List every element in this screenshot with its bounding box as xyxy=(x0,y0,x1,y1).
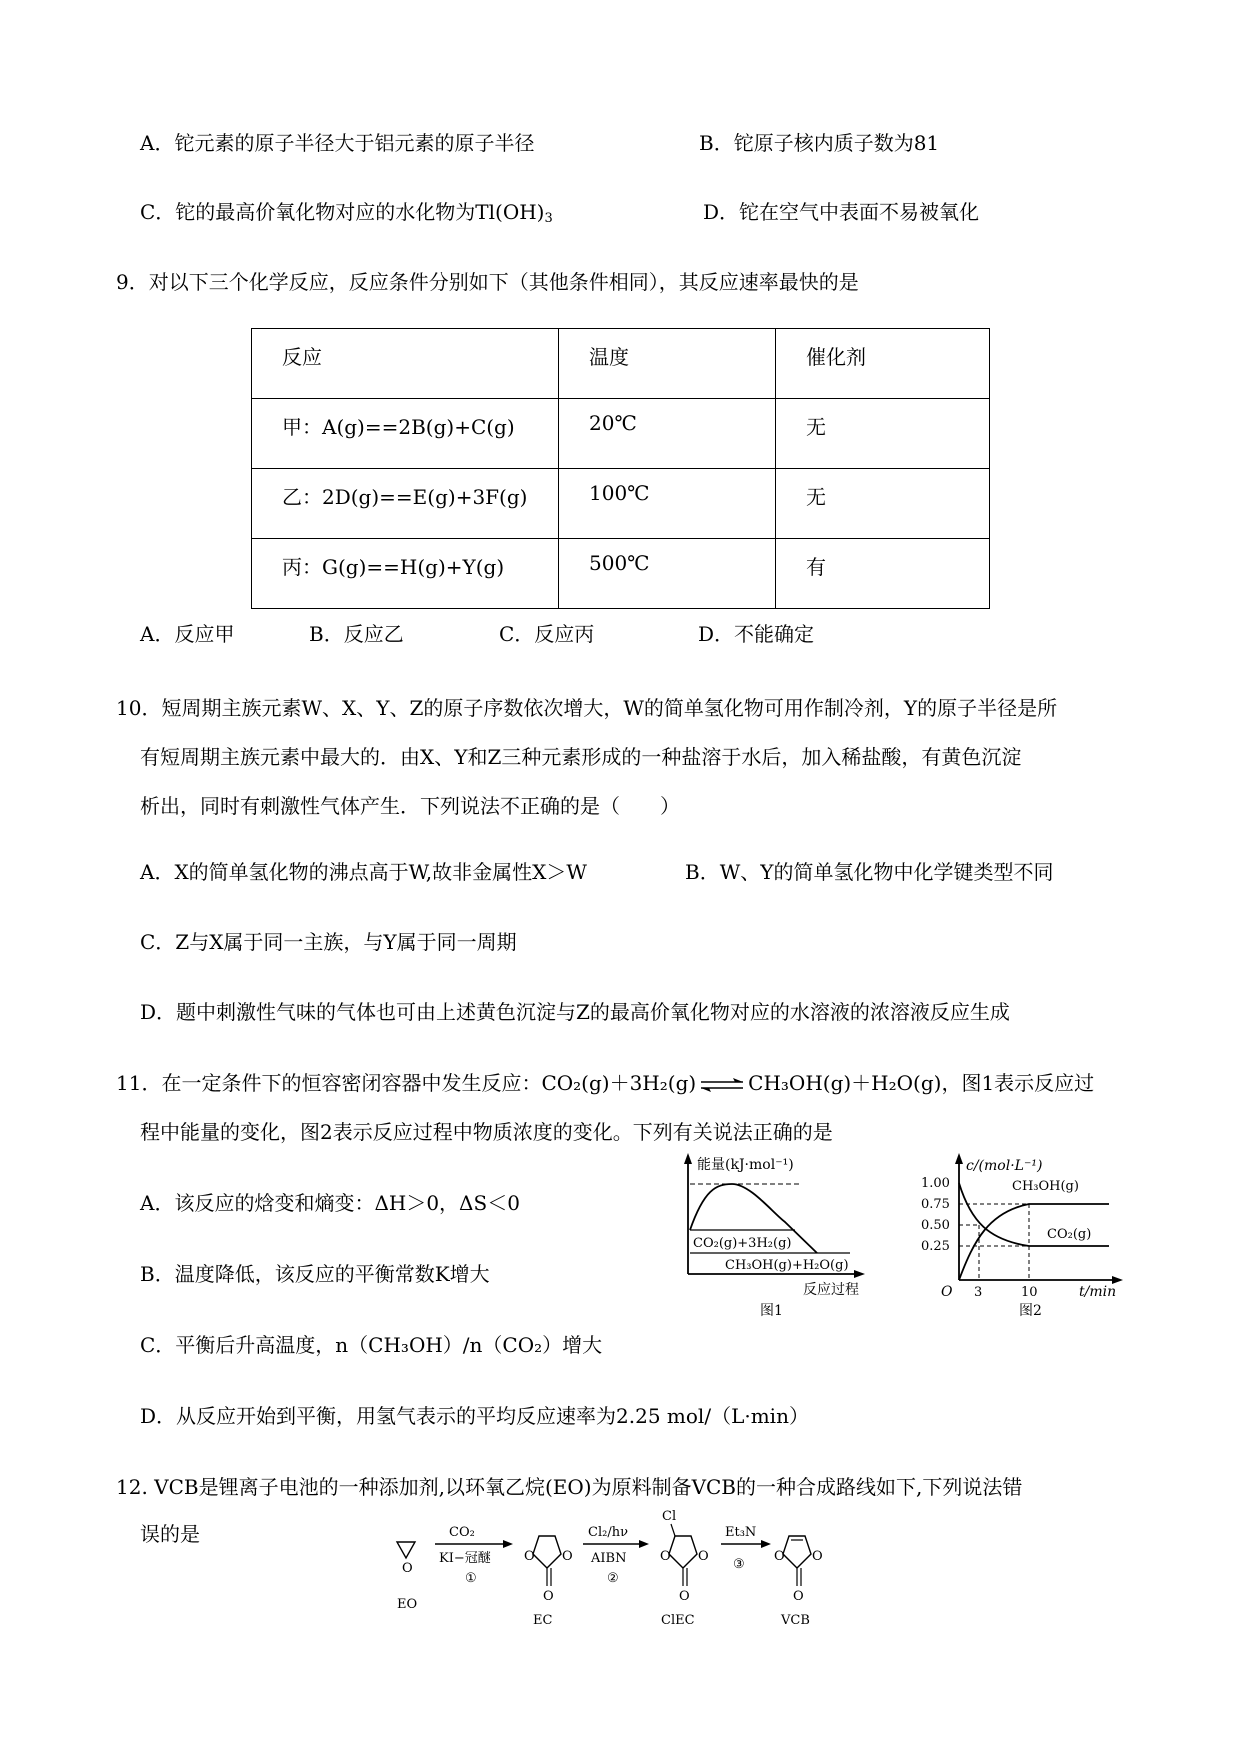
svg-text:O: O xyxy=(660,1549,671,1564)
q11-stem-line1 xyxy=(116,1071,1094,1095)
q8-option-c-text: C．铊的最高价氧化物对应的水化物为Tl(OH) xyxy=(140,200,545,224)
table-header-cell: 催化剂 xyxy=(776,329,990,399)
svg-text:Cl: Cl xyxy=(662,1509,677,1524)
table-cell: 500℃ xyxy=(559,539,776,609)
svg-text:O: O xyxy=(812,1549,823,1564)
table-cell: 乙：2D(g)==E(g)+3F(g) xyxy=(252,469,559,539)
q11-option-a: A．该反应的焓变和熵变：ΔH＞0，ΔS＜0 xyxy=(140,1191,520,1215)
q11-option-b: B．温度降低，该反应的平衡常数K增大 xyxy=(140,1262,490,1286)
q10-option-d: D．题中刺激性气味的气体也可由上述黄色沉淀与Z的最高价氧化物对应的水溶液的浓溶液反应生成 xyxy=(140,1000,1010,1024)
fig1-ylabel: 能量(kJ·mol⁻¹) xyxy=(697,1157,794,1173)
table-cell: 100℃ xyxy=(559,469,776,539)
q8-option-c-sub: 3 xyxy=(544,211,553,226)
q9-option-a: A．反应甲 xyxy=(140,622,235,646)
table-cell: 甲：A(g)==2B(g)+C(g) xyxy=(252,399,559,469)
q8-option-a: A．铊元素的原子半径大于铝元素的原子半径 xyxy=(140,131,535,155)
figure-1-energy-diagram xyxy=(680,1150,865,1320)
q8-option-d: D．铊在空气中表面不易被氧化 xyxy=(703,200,980,224)
q8-option-b: B．铊原子核内质子数为81 xyxy=(699,131,940,155)
q10-option-a: A．X的简单氢化物的沸点高于W,故非金属性X＞W xyxy=(140,860,587,884)
fig2-series-ch3oh: CH₃OH(g) xyxy=(1012,1179,1079,1194)
svg-text:O: O xyxy=(774,1549,785,1564)
q12-stem-line1: 12. VCB是锂离子电池的一种添加剂,以环氧乙烷(EO)为原料制备VCB的一种合成路线如下,下列说法错 xyxy=(116,1475,1023,1499)
step2-number: ② xyxy=(607,1571,619,1586)
compound-clec: ClEC xyxy=(661,1613,695,1628)
table-cell: 丙：G(g)==H(g)+Y(g) xyxy=(252,539,559,609)
table-header-cell: 反应 xyxy=(252,329,559,399)
q9-option-d: D．不能确定 xyxy=(698,622,815,646)
step3-number: ③ xyxy=(733,1557,745,1572)
eo-structure-icon xyxy=(397,1542,417,1612)
q11-option-c: C．平衡后升高温度，n（CH₃OH）/n（CO₂）增大 xyxy=(140,1333,603,1357)
step1-catalyst: KI−冠醚 xyxy=(439,1551,491,1566)
table-cell: 无 xyxy=(776,469,990,539)
fig1-xlabel: 反应过程 xyxy=(803,1282,859,1298)
q11-stem-prefix: 11．在一定条件下的恒容密闭容器中发生反应： xyxy=(116,1071,542,1095)
svg-text:O: O xyxy=(402,1561,413,1576)
synthesis-scheme xyxy=(385,1506,845,1636)
step1-reagent: CO₂ xyxy=(449,1525,475,1540)
fig1-products-label: CH₃OH(g)+H₂O(g) xyxy=(725,1258,849,1273)
q11-stem-line2: 程中能量的变化，图2表示反应过程中物质浓度的变化。下列有关说法正确的是 xyxy=(140,1120,833,1144)
q10-stem-line1: 10．短周期主族元素W、X、Y、Z的原子序数依次增大，W的简单氢化物可用作制冷剂，Y的原子半径是所 xyxy=(116,696,1058,720)
q11-equation-left: CO₂(g)＋3H₂(g) xyxy=(541,1071,697,1095)
table-header-row xyxy=(252,329,990,399)
svg-text:O: O xyxy=(679,1589,690,1604)
q11-equation-right: CH₃OH(g)＋H₂O(g) xyxy=(748,1071,942,1095)
step1-number: ① xyxy=(465,1571,477,1586)
compound-ec: EC xyxy=(533,1613,553,1628)
q9-stem: 9．对以下三个化学反应，反应条件分别如下（其他条件相同），其反应速率最快的是 xyxy=(116,270,859,294)
fig2-ytick-2: 0.75 xyxy=(921,1197,950,1212)
clec-structure-icon xyxy=(660,1509,709,1628)
q9-reaction-table xyxy=(251,328,990,609)
svg-text:O: O xyxy=(793,1589,804,1604)
q9-option-c: C．反应丙 xyxy=(499,622,595,646)
fig2-xlabel: t/min xyxy=(1079,1284,1117,1300)
fig2-origin: O xyxy=(941,1284,953,1300)
svg-text:O: O xyxy=(524,1549,535,1564)
vcb-structure-icon xyxy=(774,1536,823,1628)
ec-structure-icon xyxy=(524,1536,573,1628)
q10-stem-line3: 析出，同时有刺激性气体产生．下列说法不正确的是（ ） xyxy=(140,794,680,818)
figure-2-concentration-chart xyxy=(919,1150,1124,1320)
step3-reagent: Et₃N xyxy=(725,1525,757,1540)
table-cell: 有 xyxy=(776,539,990,609)
fig2-xtick-1: 3 xyxy=(974,1285,983,1300)
svg-text:O: O xyxy=(698,1549,709,1564)
fig1-reactants-label: CO₂(g)+3H₂(g) xyxy=(693,1236,792,1251)
svg-text:O: O xyxy=(543,1589,554,1604)
compound-eo: EO xyxy=(397,1597,418,1612)
equilibrium-arrows-icon xyxy=(699,1078,745,1092)
q12-stem-line2: 误的是 xyxy=(140,1522,200,1546)
table-header-cell: 温度 xyxy=(559,329,776,399)
fig2-ch3oh-curve xyxy=(959,1204,1109,1280)
fig2-ytick-4: 0.25 xyxy=(921,1239,950,1254)
q11-option-d: D．从反应开始到平衡，用氢气表示的平均反应速率为2.25 mol/（L·min） xyxy=(140,1404,809,1428)
compound-vcb: VCB xyxy=(781,1613,810,1628)
svg-text:O: O xyxy=(562,1549,573,1564)
fig2-ytick-1: 1.00 xyxy=(921,1176,950,1191)
fig2-ytick-3: 0.50 xyxy=(921,1218,950,1233)
fig1-caption: 图1 xyxy=(760,1303,783,1319)
fig2-caption: 图2 xyxy=(1019,1303,1042,1319)
table-row xyxy=(252,469,990,539)
q11-stem-suffix: ，图1表示反应过 xyxy=(941,1071,1095,1095)
fig2-ylabel: c/(mol·L⁻¹) xyxy=(966,1158,1043,1174)
q10-option-b: B．W、Y的简单氢化物中化学键类型不同 xyxy=(685,860,1054,884)
table-cell: 无 xyxy=(776,399,990,469)
fig2-series-co2: CO₂(g) xyxy=(1047,1227,1092,1242)
q8-option-c xyxy=(140,200,553,224)
table-row xyxy=(252,539,990,609)
step2-reagent: Cl₂/hν xyxy=(588,1525,628,1540)
table-row xyxy=(252,399,990,469)
q10-option-c: C．Z与X属于同一主族，与Y属于同一周期 xyxy=(140,930,517,954)
step2-catalyst: AIBN xyxy=(591,1551,627,1566)
fig2-xtick-2: 10 xyxy=(1021,1285,1038,1300)
table-cell: 20℃ xyxy=(559,399,776,469)
q10-stem-line2: 有短周期主族元素中最大的．由X、Y和Z三种元素形成的一种盐溶于水后，加入稀盐酸，有黄色沉淀 xyxy=(140,745,1022,769)
q9-option-b: B．反应乙 xyxy=(309,622,404,646)
